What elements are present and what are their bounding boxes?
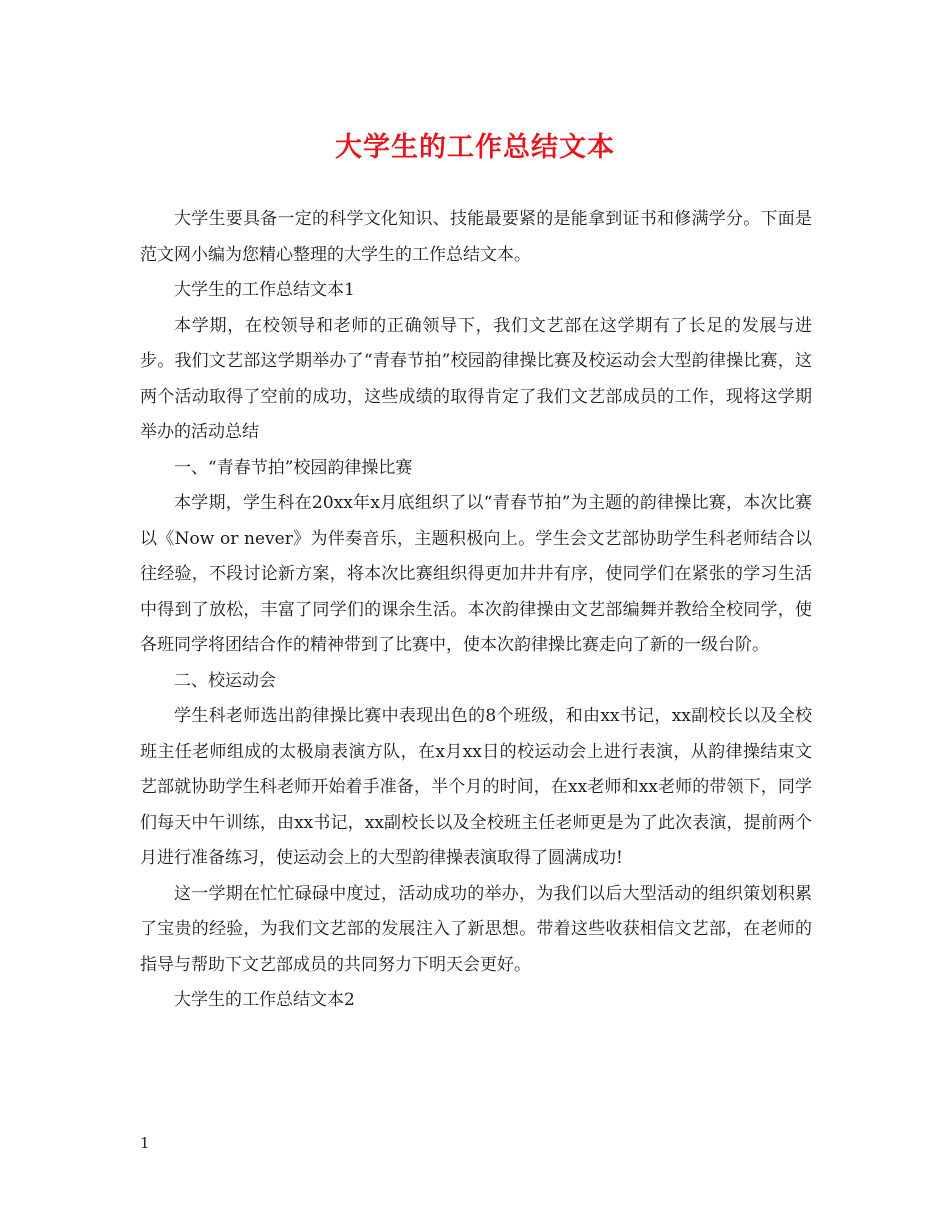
intro-paragraph: 大学生要具备一定的科学文化知识、技能最要紧的是能拿到证书和修满学分。下面是范文网小编为您精心整理的大学生的工作总结文本。 — [140, 209, 812, 265]
body-paragraph: 本学期，学生科在20xx年x月底组织了以“青春节拍”为主题的韵律操比赛，本次比赛以《Now or never》为伴奏音乐，主题积极向上。学生会文艺部协助学生科老师结合以往经验，不段讨论新方案，将本次比赛组织得更加井井有序，使同学们在紧张的学习生活中得到了放松，丰富了同学们的课余生活。本次韵律操由文艺部编舞并教给全校同学，使各班同学将团结合作的精神带到了比赛中，使本次韵律操比赛走向了新的一级台阶。 — [140, 493, 812, 655]
subheading-2: 二、校运动会 — [174, 670, 276, 691]
page-number: 1 — [140, 1134, 150, 1152]
section-heading-2: 大学生的工作总结文本2 — [174, 990, 355, 1010]
document-body — [140, 202, 812, 1019]
section-heading-1: 大学生的工作总结文本1 — [174, 280, 355, 300]
body-paragraph: 学生科老师选出韵律操比赛中表现出色的8个班级，和由xx书记，xx副校长以及全校班主任老师组成的太极扇表演方队，在x月xx日的校运动会上进行表演，从韵律操结束文艺部就协助学生科老师开始着手准备，半个月的时间，在xx老师和xx老师的带领下，同学们每天中午训练，由xx书记，xx副校长以及全校班主任老师更是为了此次表演，提前两个月进行准备练习，使运动会上的大型韵律操表演取得了圆满成功! — [140, 706, 812, 868]
body-paragraph: 本学期，在校领导和老师的正确领导下，我们文艺部在这学期有了长足的发展与进步。我们文艺部这学期举办了“青春节拍”校园韵律操比赛及校运动会大型韵律操比赛，这两个活动取得了空前的成功，这些成绩的取得肯定了我们文艺部成员的工作，现将这学期举办的活动总结 — [140, 315, 812, 442]
body-paragraph: 这一学期在忙忙碌碌中度过，活动成功的举办，为我们以后大型活动的组织策划积累了宝贵的经验，为我们文艺部的发展注入了新思想。带着这些收获相信文艺部，在老师的指导与帮助下文艺部成员的共同努力下明天会更好。 — [140, 883, 812, 975]
document-title: 大学生的工作总结文本 — [335, 132, 615, 163]
subheading-1: 一、“青春节拍”校园韵律操比赛 — [174, 457, 413, 478]
